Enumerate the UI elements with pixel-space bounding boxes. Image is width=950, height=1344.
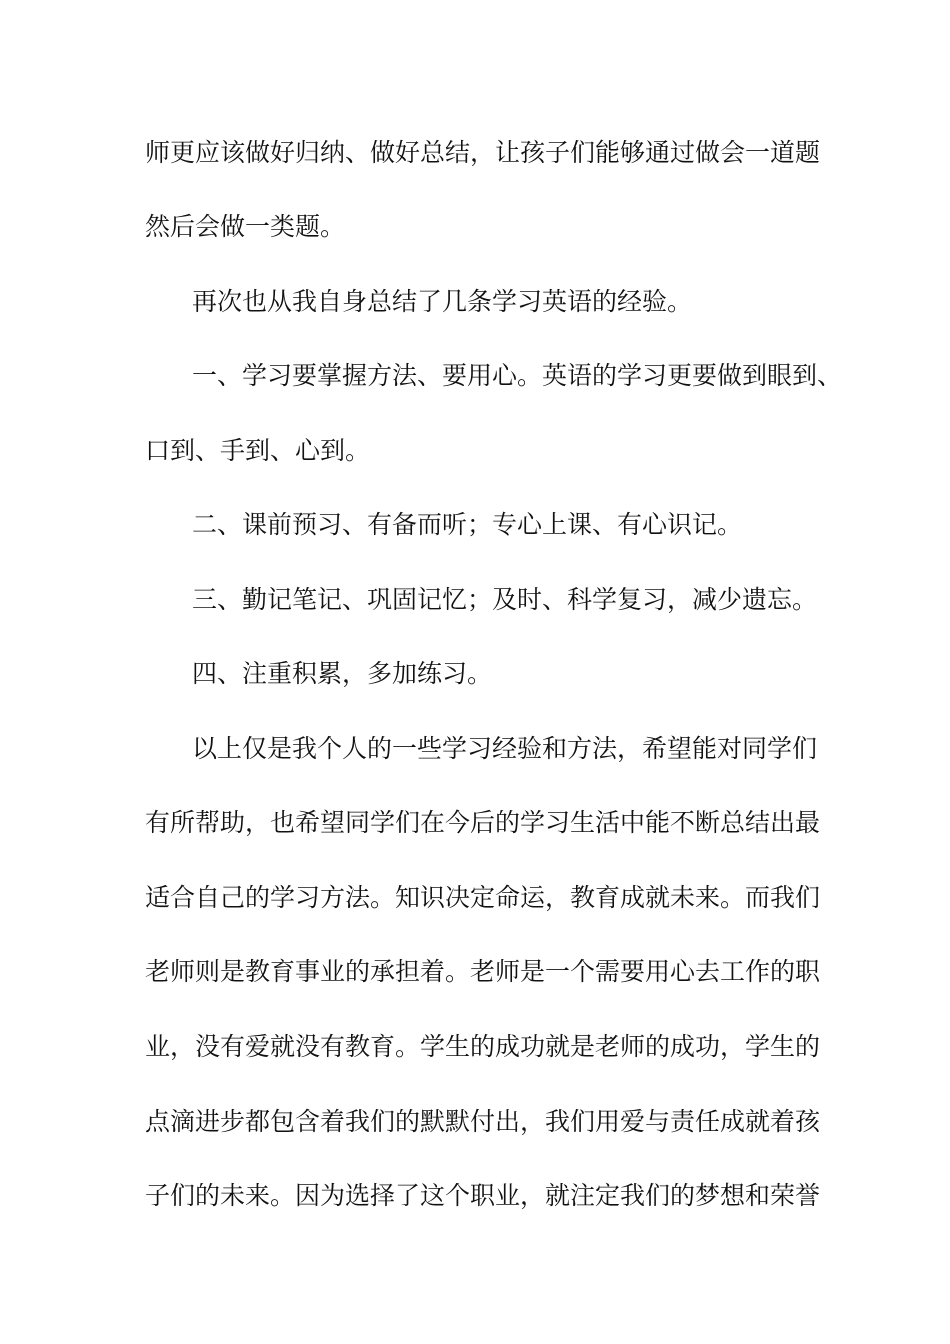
text-line: 点滴进步都包含着我们的默默付出，我们用爱与责任成就着孩 <box>145 1107 821 1136</box>
text-line: 四、注重积累，多加练习。 <box>192 659 493 688</box>
text-line: 再次也从我自身总结了几条学习英语的经验。 <box>192 287 693 316</box>
text-line: 子们的未来。因为选择了这个职业，就注定我们的梦想和荣誉 <box>145 1181 821 1210</box>
text-line: 然后会做一类题。 <box>145 212 346 241</box>
text-line: 师更应该做好归纳、做好总结，让孩子们能够通过做会一道题 <box>145 138 821 167</box>
text-line: 有所帮助，也希望同学们在今后的学习生活中能不断总结出最 <box>145 808 821 837</box>
text-line: 一、学习要掌握方法、要用心。英语的学习更要做到眼到、 <box>192 361 843 390</box>
text-line: 业，没有爱就没有教育。学生的成功就是老师的成功，学生的 <box>145 1032 821 1061</box>
text-line: 老师则是教育事业的承担着。老师是一个需要用心去工作的职 <box>145 957 821 986</box>
text-line: 适合自己的学习方法。知识决定命运，教育成就未来。而我们 <box>145 883 821 912</box>
text-line: 口到、手到、心到。 <box>145 436 371 465</box>
text-line: 三、勤记笔记、巩固记忆；及时、科学复习，减少遗忘。 <box>192 585 818 614</box>
text-line: 以上仅是我个人的一些学习经验和方法，希望能对同学们 <box>192 734 818 763</box>
text-line: 二、课前预习、有备而听；专心上课、有心识记。 <box>192 510 743 539</box>
